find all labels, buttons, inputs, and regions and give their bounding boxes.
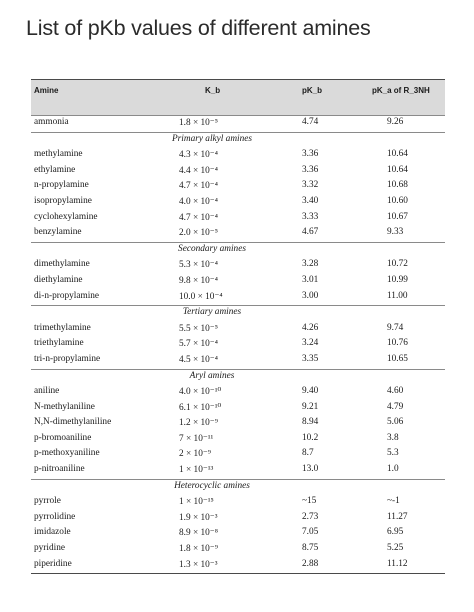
kb-cell: 5.7 × 10⁻⁴ <box>179 339 218 350</box>
amine-cell: di-n-propylamine <box>34 290 100 301</box>
amine-cell: pyrrolidine <box>34 511 76 522</box>
pkb-cell: 3.28 <box>302 259 319 270</box>
pka-cell: 4.79 <box>387 401 404 412</box>
table-row <box>31 526 445 542</box>
pka-cell: 11.12 <box>387 558 408 569</box>
amine-cell: ethylamine <box>34 164 76 175</box>
amine-cell: isopropylamine <box>34 195 92 206</box>
amine-cell: piperidine <box>34 558 72 569</box>
amine-cell: pyrrole <box>34 496 61 507</box>
pka-cell: 10.68 <box>387 180 408 191</box>
pka-cell: 11.27 <box>387 511 408 522</box>
table-row <box>31 290 445 306</box>
table-row <box>31 495 445 511</box>
section-heading-row <box>31 369 445 386</box>
pkb-cell: 4.26 <box>302 322 319 333</box>
amine-cell: p-nitroaniline <box>34 464 85 475</box>
table-row <box>31 447 445 463</box>
kb-cell: 9.8 × 10⁻⁴ <box>179 275 218 286</box>
pkb-cell: 3.00 <box>302 290 319 301</box>
amine-cell: cyclohexylamine <box>34 211 98 222</box>
pka-cell: 5.25 <box>387 543 404 554</box>
table-bottom-rule <box>31 573 445 574</box>
pka-cell: 11.00 <box>387 290 408 301</box>
pkb-cell: 3.33 <box>302 211 319 222</box>
kb-cell: 5.3 × 10⁻⁴ <box>179 260 218 271</box>
amine-cell: aniline <box>34 386 60 397</box>
pkb-cell: 13.0 <box>302 464 319 475</box>
table-row <box>31 401 445 417</box>
pkb-cell: 9.40 <box>302 386 319 397</box>
amine-cell: trimethylamine <box>34 322 91 333</box>
pka-cell: 10.65 <box>387 353 408 364</box>
section-heading-row <box>31 305 445 322</box>
section-heading-label: Primary alkyl amines <box>171 133 253 144</box>
header-pkb: pK_b <box>302 86 322 95</box>
pkb-cell: 9.21 <box>302 401 319 412</box>
pka-cell: 9.26 <box>387 117 404 127</box>
table-row <box>31 432 445 448</box>
pka-cell: 3.8 <box>387 432 399 443</box>
table-row <box>31 274 445 290</box>
kb-cell: 1.8 × 10⁻⁵ <box>179 118 218 128</box>
pka-cell: 10.64 <box>387 164 408 175</box>
kb-cell: 4.5 × 10⁻⁴ <box>179 354 218 365</box>
pkb-cell: 3.36 <box>302 164 319 175</box>
pkb-cell: 2.73 <box>302 511 319 522</box>
kb-cell: 4.4 × 10⁻⁴ <box>179 165 218 176</box>
pkb-cell: 2.88 <box>302 558 319 569</box>
kb-cell: 4.0 × 10⁻¹⁰ <box>179 387 222 398</box>
kb-cell: 1.2 × 10⁻⁹ <box>179 418 218 429</box>
amine-cell: imidazole <box>34 527 71 538</box>
pkb-cell: 7.05 <box>302 527 319 538</box>
amine-cell: methylamine <box>34 149 83 160</box>
pka-cell: 10.99 <box>387 274 408 285</box>
section-heading-label: Tertiary amines <box>182 307 242 318</box>
pkb-cell: 3.32 <box>302 180 319 191</box>
pkb-cell: 3.24 <box>302 338 319 349</box>
amine-cell: dimethylamine <box>34 259 90 270</box>
amine-cell: triethylamine <box>34 338 84 349</box>
kb-cell: 2.0 × 10⁻⁵ <box>179 228 218 239</box>
pka-cell: 10.76 <box>387 338 408 349</box>
table-row <box>31 353 445 369</box>
section-heading-label: Aryl amines <box>189 370 235 381</box>
kb-cell: 2 × 10⁻⁹ <box>179 449 211 460</box>
table-row <box>31 385 445 401</box>
pka-cell: 5.06 <box>387 417 404 428</box>
kb-cell: 6.1 × 10⁻¹⁰ <box>179 402 222 413</box>
pkb-cell: 4.74 <box>302 117 319 127</box>
page-title: List of pKb values of different amines <box>26 16 371 40</box>
pka-cell: 1.0 <box>387 464 399 475</box>
amine-cell: tri-n-propylamine <box>34 353 101 364</box>
pka-cell: 9.33 <box>387 227 404 238</box>
pkb-cell: 3.01 <box>302 274 319 285</box>
amine-cell: benzylamine <box>34 227 82 238</box>
section-heading-row <box>31 242 445 259</box>
amine-cell: p-bromoaniline <box>34 432 92 443</box>
pkb-cell: 4.67 <box>302 227 319 238</box>
table-row <box>31 416 445 432</box>
amine-cell: N-methylaniline <box>34 401 95 412</box>
pka-cell: 9.74 <box>387 322 404 333</box>
table-row <box>31 258 445 274</box>
amine-cell: p-methoxyaniline <box>34 448 100 459</box>
table-row <box>31 542 445 558</box>
header-pka: pK_a of R_3NH <box>372 86 430 95</box>
kb-cell: 4.7 × 10⁻⁴ <box>179 181 218 192</box>
amine-cell: N,N-dimethylaniline <box>34 417 112 428</box>
pkb-cell: ~15 <box>302 496 317 507</box>
pka-cell: 6.95 <box>387 527 404 538</box>
table-row <box>31 322 445 338</box>
pkb-cell: 3.40 <box>302 195 319 206</box>
pka-cell: 10.64 <box>387 149 408 160</box>
kb-cell: 10.0 × 10⁻⁴ <box>179 291 223 302</box>
pkb-cell: 8.7 <box>302 448 314 459</box>
kb-cell: 1.9 × 10⁻³ <box>179 512 218 523</box>
kb-cell: 4.0 × 10⁻⁴ <box>179 196 218 207</box>
pka-cell: 5.3 <box>387 448 399 459</box>
pkb-cell: 10.2 <box>302 432 319 443</box>
table-row <box>31 179 445 195</box>
kb-cell: 4.7 × 10⁻⁴ <box>179 212 218 223</box>
table-row <box>31 211 445 227</box>
section-heading-row <box>31 479 445 496</box>
pkb-cell: 8.94 <box>302 417 319 428</box>
kb-cell: 1.8 × 10⁻⁹ <box>179 544 218 555</box>
pkb-cell: 3.35 <box>302 353 319 364</box>
pka-cell: 4.60 <box>387 386 404 397</box>
section-heading-label: Heterocyclic amines <box>174 480 250 491</box>
pka-cell: ~-1 <box>387 496 400 507</box>
kb-cell: 5.5 × 10⁻⁵ <box>179 323 218 334</box>
amine-cell: diethylamine <box>34 274 83 285</box>
pkb-table <box>31 79 445 574</box>
table-row <box>31 148 445 164</box>
kb-cell: 4.3 × 10⁻⁴ <box>179 150 218 161</box>
pkb-cell: 8.75 <box>302 543 319 554</box>
table-row <box>31 463 445 479</box>
header-kb: K_b <box>205 86 221 95</box>
table-row <box>31 195 445 211</box>
amine-cell: n-propylamine <box>34 180 89 191</box>
kb-cell: 7 × 10⁻¹¹ <box>179 433 214 444</box>
pka-cell: 10.60 <box>387 195 408 206</box>
amine-cell: pyridine <box>34 543 65 554</box>
kb-cell: 8.9 × 10⁻⁸ <box>179 528 218 539</box>
pka-cell: 10.72 <box>387 259 408 270</box>
section-heading-label: Secondary amines <box>178 243 246 254</box>
kb-cell: 1.3 × 10⁻³ <box>179 559 218 570</box>
kb-cell: 1 × 10⁻¹⁵ <box>179 497 214 508</box>
table-body <box>31 116 445 573</box>
pka-cell: 10.67 <box>387 211 408 222</box>
kb-cell: 1 × 10⁻¹³ <box>179 465 214 476</box>
table-row <box>31 116 445 132</box>
amine-cell: ammonia <box>34 117 69 127</box>
section-heading-row <box>31 132 445 149</box>
table-header <box>31 79 445 116</box>
table-row <box>31 558 445 574</box>
header-amine: Amine <box>34 86 59 95</box>
table-row <box>31 511 445 527</box>
table-row <box>31 226 445 242</box>
table-row <box>31 337 445 353</box>
pkb-cell: 3.36 <box>302 149 319 160</box>
table-row <box>31 164 445 180</box>
